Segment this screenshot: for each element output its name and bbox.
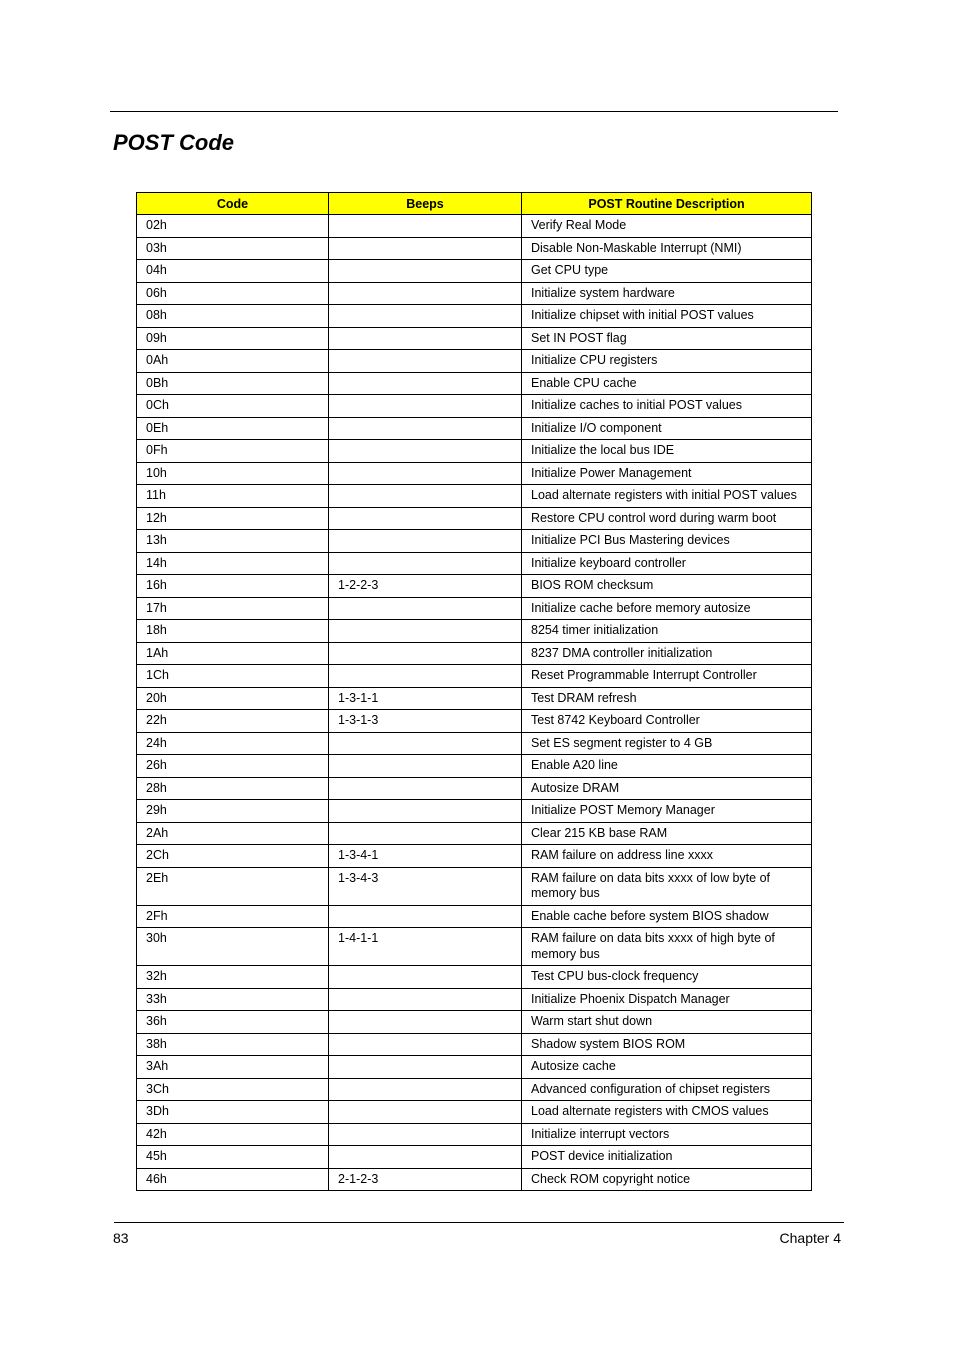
table-row xyxy=(137,575,812,598)
table-body xyxy=(137,215,812,1191)
beeps-cell xyxy=(329,305,522,328)
code-cell: 42h xyxy=(137,1123,329,1146)
description-cell: BIOS ROM checksum xyxy=(522,575,812,598)
table-row xyxy=(137,1168,812,1191)
page-title: POST Code xyxy=(113,130,235,155)
description-cell: Initialize interrupt vectors xyxy=(522,1123,812,1146)
code-cell: 1Ch xyxy=(137,665,329,688)
description-cell: Autosize DRAM xyxy=(522,777,812,800)
table-row xyxy=(137,417,812,440)
description-cell: Disable Non-Maskable Interrupt (NMI) xyxy=(522,237,812,260)
beeps-cell xyxy=(329,215,522,238)
description-cell: Test 8742 Keyboard Controller xyxy=(522,710,812,733)
table-row xyxy=(137,1056,812,1079)
code-cell: 1Ah xyxy=(137,642,329,665)
beeps-cell xyxy=(329,1011,522,1034)
description-cell: Enable cache before system BIOS shadow xyxy=(522,905,812,928)
column-header-description: POST Routine Description xyxy=(522,193,812,215)
code-cell: 3Dh xyxy=(137,1101,329,1124)
column-header-code: Code xyxy=(137,193,329,215)
code-cell: 08h xyxy=(137,305,329,328)
code-cell: 46h xyxy=(137,1168,329,1191)
table-row xyxy=(137,687,812,710)
code-cell: 12h xyxy=(137,507,329,530)
code-cell: 04h xyxy=(137,260,329,283)
beeps-cell: 1-3-4-3 xyxy=(329,867,522,905)
table-row xyxy=(137,710,812,733)
description-cell: Autosize cache xyxy=(522,1056,812,1079)
table-row xyxy=(137,485,812,508)
code-cell: 02h xyxy=(137,215,329,238)
description-cell: Set ES segment register to 4 GB xyxy=(522,732,812,755)
beeps-cell xyxy=(329,1123,522,1146)
description-cell: Initialize Power Management xyxy=(522,462,812,485)
description-cell: 8254 timer initialization xyxy=(522,620,812,643)
description-cell: Initialize Phoenix Dispatch Manager xyxy=(522,988,812,1011)
code-cell: 0Ch xyxy=(137,395,329,418)
table-row xyxy=(137,928,812,966)
code-cell: 0Eh xyxy=(137,417,329,440)
beeps-cell xyxy=(329,732,522,755)
table-row xyxy=(137,620,812,643)
code-cell: 26h xyxy=(137,755,329,778)
table-row xyxy=(137,1101,812,1124)
table-row xyxy=(137,260,812,283)
description-cell: Initialize cache before memory autosize xyxy=(522,597,812,620)
table-row xyxy=(137,305,812,328)
beeps-cell xyxy=(329,777,522,800)
code-cell: 24h xyxy=(137,732,329,755)
table-row xyxy=(137,732,812,755)
description-cell: POST device initialization xyxy=(522,1146,812,1169)
code-cell: 16h xyxy=(137,575,329,598)
code-cell: 11h xyxy=(137,485,329,508)
code-cell: 03h xyxy=(137,237,329,260)
description-cell: Shadow system BIOS ROM xyxy=(522,1033,812,1056)
table-row xyxy=(137,1011,812,1034)
description-cell: Load alternate registers with CMOS values xyxy=(522,1101,812,1124)
post-code-table xyxy=(136,192,812,1191)
beeps-cell xyxy=(329,620,522,643)
beeps-cell xyxy=(329,530,522,553)
beeps-cell xyxy=(329,966,522,989)
beeps-cell xyxy=(329,417,522,440)
code-cell: 14h xyxy=(137,552,329,575)
beeps-cell xyxy=(329,395,522,418)
beeps-cell xyxy=(329,462,522,485)
table-row xyxy=(137,665,812,688)
table-row xyxy=(137,597,812,620)
beeps-cell: 1-2-2-3 xyxy=(329,575,522,598)
header-rule xyxy=(110,111,838,112)
code-cell: 3Ah xyxy=(137,1056,329,1079)
beeps-cell xyxy=(329,642,522,665)
code-cell: 0Bh xyxy=(137,372,329,395)
beeps-cell xyxy=(329,237,522,260)
beeps-cell: 1-3-1-1 xyxy=(329,687,522,710)
table-row xyxy=(137,1033,812,1056)
code-cell: 06h xyxy=(137,282,329,305)
table-row xyxy=(137,777,812,800)
beeps-cell xyxy=(329,1146,522,1169)
beeps-cell xyxy=(329,800,522,823)
beeps-cell xyxy=(329,988,522,1011)
description-cell: RAM failure on address line xxxx xyxy=(522,845,812,868)
description-cell: Initialize POST Memory Manager xyxy=(522,800,812,823)
description-cell: Reset Programmable Interrupt Controller xyxy=(522,665,812,688)
beeps-cell: 1-3-1-3 xyxy=(329,710,522,733)
table-row xyxy=(137,237,812,260)
table-row xyxy=(137,867,812,905)
description-cell: Get CPU type xyxy=(522,260,812,283)
description-cell: Initialize I/O component xyxy=(522,417,812,440)
beeps-cell: 1-3-4-1 xyxy=(329,845,522,868)
table-row xyxy=(137,372,812,395)
description-cell: Clear 215 KB base RAM xyxy=(522,822,812,845)
code-cell: 17h xyxy=(137,597,329,620)
description-cell: Enable A20 line xyxy=(522,755,812,778)
beeps-cell xyxy=(329,822,522,845)
code-cell: 29h xyxy=(137,800,329,823)
code-cell: 18h xyxy=(137,620,329,643)
beeps-cell xyxy=(329,260,522,283)
table-row xyxy=(137,462,812,485)
code-cell: 32h xyxy=(137,966,329,989)
beeps-cell xyxy=(329,665,522,688)
description-cell: Check ROM copyright notice xyxy=(522,1168,812,1191)
code-cell: 33h xyxy=(137,988,329,1011)
beeps-cell xyxy=(329,282,522,305)
code-cell: 13h xyxy=(137,530,329,553)
description-cell: Initialize PCI Bus Mastering devices xyxy=(522,530,812,553)
description-cell: RAM failure on data bits xxxx of low byte of memory bus xyxy=(522,867,812,905)
description-cell: Initialize chipset with initial POST values xyxy=(522,305,812,328)
table-row xyxy=(137,755,812,778)
code-cell: 09h xyxy=(137,327,329,350)
beeps-cell xyxy=(329,1101,522,1124)
description-cell: Load alternate registers with initial POST values xyxy=(522,485,812,508)
description-cell: Initialize keyboard controller xyxy=(522,552,812,575)
code-cell: 2Fh xyxy=(137,905,329,928)
code-cell: 22h xyxy=(137,710,329,733)
table-header-row xyxy=(137,193,812,215)
description-cell: Enable CPU cache xyxy=(522,372,812,395)
beeps-cell xyxy=(329,1033,522,1056)
table-row xyxy=(137,507,812,530)
table-row xyxy=(137,905,812,928)
beeps-cell xyxy=(329,507,522,530)
code-cell: 0Ah xyxy=(137,350,329,373)
beeps-cell xyxy=(329,350,522,373)
description-cell: Advanced configuration of chipset registers xyxy=(522,1078,812,1101)
chapter-label: Chapter 4 xyxy=(779,1230,841,1246)
table-row xyxy=(137,1078,812,1101)
table-row xyxy=(137,988,812,1011)
description-cell: Initialize the local bus IDE xyxy=(522,440,812,463)
description-cell: Initialize CPU registers xyxy=(522,350,812,373)
code-cell: 2Eh xyxy=(137,867,329,905)
table-row xyxy=(137,395,812,418)
code-cell: 45h xyxy=(137,1146,329,1169)
footer-rule xyxy=(114,1222,844,1223)
description-cell: Initialize system hardware xyxy=(522,282,812,305)
code-cell: 36h xyxy=(137,1011,329,1034)
description-cell: Restore CPU control word during warm boot xyxy=(522,507,812,530)
table-row xyxy=(137,642,812,665)
beeps-cell xyxy=(329,755,522,778)
table-row xyxy=(137,530,812,553)
table-row xyxy=(137,215,812,238)
column-header-beeps: Beeps xyxy=(329,193,522,215)
beeps-cell xyxy=(329,1056,522,1079)
code-cell: 30h xyxy=(137,928,329,966)
beeps-cell: 1-4-1-1 xyxy=(329,928,522,966)
beeps-cell xyxy=(329,485,522,508)
code-cell: 28h xyxy=(137,777,329,800)
description-cell: RAM failure on data bits xxxx of high byte of memory bus xyxy=(522,928,812,966)
table-row xyxy=(137,845,812,868)
beeps-cell xyxy=(329,597,522,620)
table-row xyxy=(137,1146,812,1169)
table-row xyxy=(137,1123,812,1146)
table-row xyxy=(137,282,812,305)
beeps-cell xyxy=(329,372,522,395)
description-cell: Set IN POST flag xyxy=(522,327,812,350)
beeps-cell: 2-1-2-3 xyxy=(329,1168,522,1191)
beeps-cell xyxy=(329,440,522,463)
table-row xyxy=(137,350,812,373)
page-number: 83 xyxy=(113,1230,129,1246)
code-cell: 20h xyxy=(137,687,329,710)
table-row xyxy=(137,966,812,989)
table-row xyxy=(137,822,812,845)
code-cell: 38h xyxy=(137,1033,329,1056)
beeps-cell xyxy=(329,327,522,350)
description-cell: Test DRAM refresh xyxy=(522,687,812,710)
table-row xyxy=(137,800,812,823)
table-row xyxy=(137,327,812,350)
table-row xyxy=(137,552,812,575)
beeps-cell xyxy=(329,552,522,575)
code-cell: 2Ah xyxy=(137,822,329,845)
beeps-cell xyxy=(329,905,522,928)
description-cell: Test CPU bus-clock frequency xyxy=(522,966,812,989)
description-cell: 8237 DMA controller initialization xyxy=(522,642,812,665)
description-cell: Verify Real Mode xyxy=(522,215,812,238)
code-cell: 2Ch xyxy=(137,845,329,868)
beeps-cell xyxy=(329,1078,522,1101)
description-cell: Warm start shut down xyxy=(522,1011,812,1034)
code-cell: 10h xyxy=(137,462,329,485)
description-cell: Initialize caches to initial POST values xyxy=(522,395,812,418)
table-row xyxy=(137,440,812,463)
code-cell: 3Ch xyxy=(137,1078,329,1101)
code-cell: 0Fh xyxy=(137,440,329,463)
